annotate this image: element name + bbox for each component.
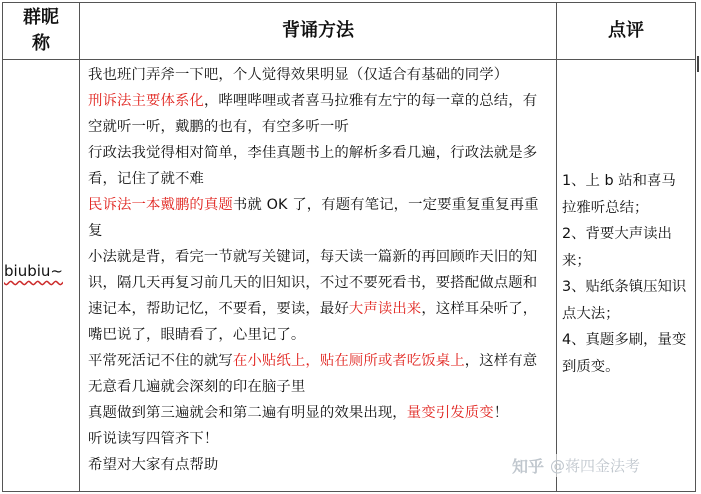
highlight-text: 量变引发质变 xyxy=(406,405,494,421)
review-item: 1、上 b 站和喜马拉雅听总结； xyxy=(562,173,676,216)
highlight-text: 刑诉法主要体系化 xyxy=(88,93,204,109)
method-paragraph: 听说读写四管齐下！ xyxy=(88,431,219,447)
header-review: 点评 xyxy=(608,20,644,41)
header-divider xyxy=(3,59,695,60)
nickname-cell: biubiu~ xyxy=(4,262,63,280)
highlight-text: 民诉法一本戴鹏的真题 xyxy=(88,197,233,213)
review-item: 2、背要大声读出来； xyxy=(562,226,672,269)
highlight-text: 在小贴纸上，贴在厕所或者吃饭桌上 xyxy=(232,353,465,369)
method-paragraph: 民诉法一本戴鹏的真题书就 OK 了，有题有笔记，一定要重复重复再重复 xyxy=(88,197,539,239)
method-paragraph: 行政法我觉得相对简单，李佳真题书上的解析多看几遍，行政法就是多看，记住了就不难 xyxy=(88,145,538,187)
review-cell xyxy=(562,168,688,380)
method-paragraph: 刑诉法主要体系化，哔哩哔哩或者喜马拉雅有左宁的每一章的总结，有空就听一听，戴鹏的也有，有空多听一听 xyxy=(88,93,538,135)
review-item: 3、贴纸条镇压知识点大法； xyxy=(562,279,687,322)
method-paragraph: 平常死活记不住的就写在小贴纸上，贴在厕所或者吃饭桌上，这样有意无意看几遍就会深刻的印在脑子里 xyxy=(88,353,538,395)
review-item: 4、真题多刷，量变到质变。 xyxy=(562,332,687,375)
text-cursor xyxy=(697,56,699,72)
header-nickname: 群昵称 xyxy=(23,7,59,54)
method-paragraph: 真题做到第三遍就会和第二遍有明显的效果出现，量变引发质变！ xyxy=(88,405,509,421)
watermark xyxy=(512,454,640,477)
method-paragraph: 我也班门弄斧一下吧，个人觉得效果明显（仅适合有基础的同学） xyxy=(88,67,509,83)
watermark-author: @蒋四金法考 xyxy=(550,457,641,475)
method-paragraph: 希望对大家有点帮助 xyxy=(88,457,219,473)
highlight-text: 大声读出来 xyxy=(348,301,422,317)
method-paragraph: 小法就是背，看完一节就写关键词，每天读一篇新的再回顾昨天旧的知识，隔几天再复习前几天的旧知识，不过不要死看书，要搭配做点题和速记本，帮助记忆，不要看，要读，最好大声读出来，这样耳朵听了，嘴巴说了，眼睛看了，心里记了。 xyxy=(88,249,538,343)
header-method: 背诵方法 xyxy=(282,20,354,41)
zhihu-logo: 知乎 xyxy=(512,457,545,476)
column-divider xyxy=(79,3,80,491)
method-cell xyxy=(88,62,548,478)
column-divider xyxy=(556,3,557,491)
